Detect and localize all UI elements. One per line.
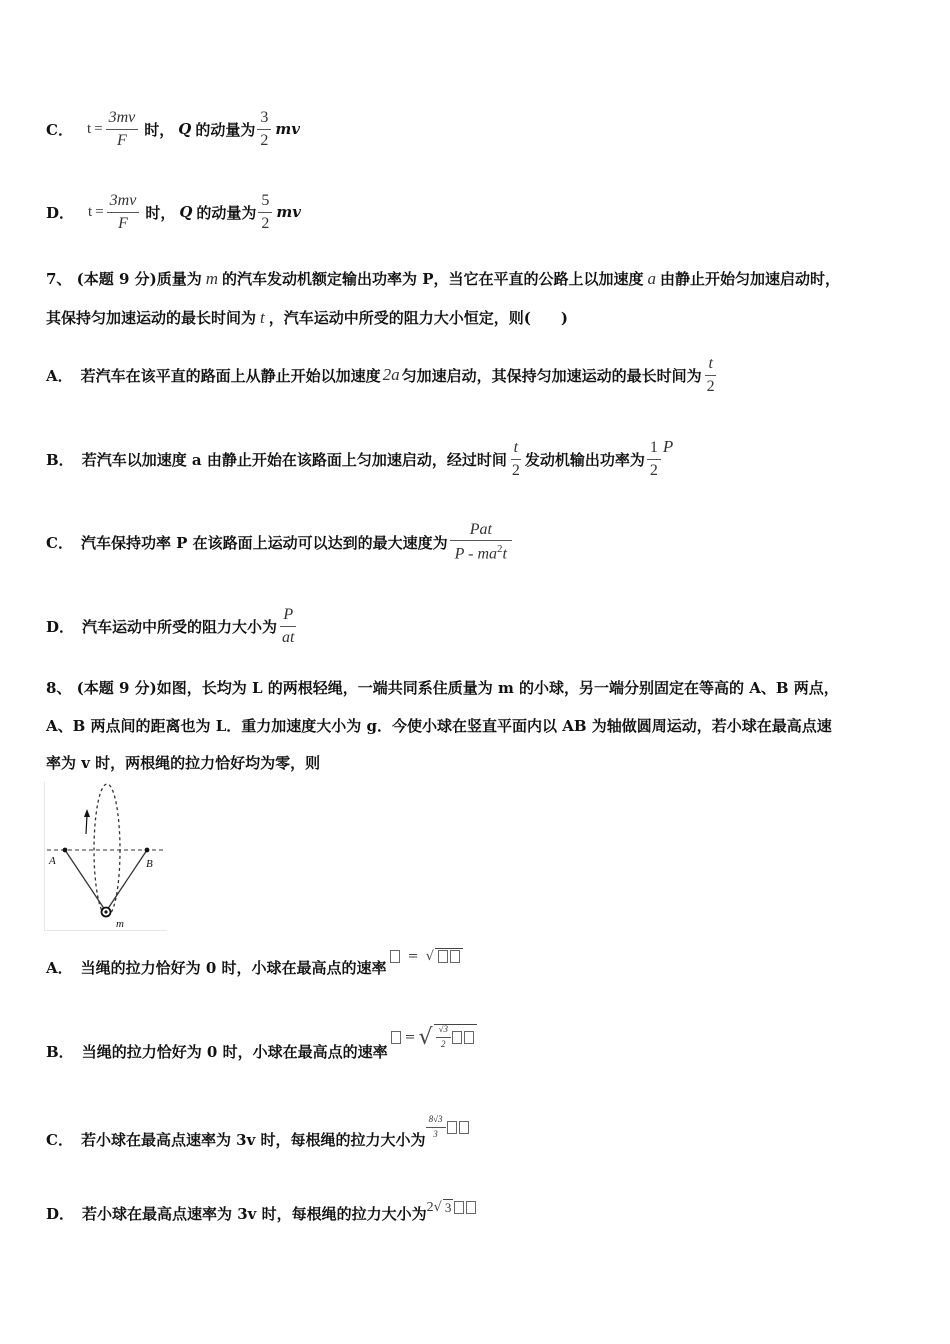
q7-option-c-label: C． — [46, 533, 73, 552]
q6-option-d-ratio-num: 5 — [258, 192, 272, 213]
q8-stem-line3: 率为 v 时，两根绳的拉力恰好均为零，则 — [46, 754, 321, 772]
missing-glyph-icon — [438, 950, 448, 963]
q7-option-b-power-num: 1 — [647, 439, 661, 460]
q7-option-d-den: at — [282, 628, 295, 646]
q8-option-c-frac-den: 3 — [433, 1129, 438, 1140]
sqrt-icon: √ — [433, 1200, 442, 1215]
q7-option-d-num: P — [280, 606, 296, 627]
q7-option-b-time-num: t — [511, 439, 521, 460]
q7-option-a-num: t — [705, 355, 715, 376]
q7-option-c-text: 汽车保持功率 P 在该路面上运动可以达到的最大速度为 — [80, 533, 448, 552]
q6-option-c-label: C． — [46, 120, 73, 139]
q7-option-a-fraction — [704, 355, 718, 395]
q7-option-b-text2: 发动机输出功率为 — [524, 450, 645, 469]
q8-option-b-frac-num: √3 — [436, 1025, 451, 1038]
q7-option-d — [46, 591, 297, 661]
q6-option-c-text: 的动量为 — [195, 120, 256, 139]
q8-option-c-label: C． — [46, 1131, 73, 1149]
q7-stem-line1 — [46, 268, 840, 289]
missing-glyph-icon — [466, 1201, 476, 1214]
missing-glyph-icon — [452, 1031, 462, 1044]
label-m: m — [116, 918, 124, 930]
missing-glyph-icon — [390, 950, 400, 963]
point-a-dot — [63, 848, 68, 853]
q6-option-c-ratio-num: 3 — [257, 109, 271, 130]
rope-a — [65, 850, 105, 910]
q6-option-d-text: 的动量为 — [196, 203, 257, 222]
q7-option-a-text: 若汽车在该平直的路面上从静止开始以加速度 — [80, 366, 381, 385]
q6-option-c-eq: = — [94, 120, 103, 137]
sqrt-body — [435, 948, 463, 964]
q7-option-b — [46, 426, 673, 492]
q6-option-d-suffix: 时， — [145, 203, 176, 222]
q7-option-c-den-b: t — [502, 545, 507, 563]
q7-option-c-den — [452, 541, 510, 563]
q7-stem-part2: 的汽车发动机额定输出功率为 P，当它在平直的公路上以加速度 — [222, 270, 644, 288]
label-b: B — [146, 858, 153, 870]
q6-option-d-num: 3mv — [107, 192, 140, 213]
q7-option-c-num: Pat — [450, 521, 512, 542]
q8-option-c-formula — [426, 1115, 470, 1140]
q7-option-b-text: 若汽车以加速度 a 由静止开始在该路面上匀加速启动，经过时间 — [81, 450, 507, 469]
q6-option-c-t: t — [86, 120, 92, 137]
q8-option-b-frac-den: 2 — [440, 1039, 446, 1050]
q6-option-d-q: Q — [179, 203, 193, 221]
q8-stem-line2: A、B 两点间的距离也为 L．重力加速度大小为 g．今使小球在竖直平面内以 AB 为轴做圆周运动，若小球在最高点速 — [46, 717, 832, 735]
q8-figure-svg — [45, 782, 167, 930]
missing-glyph-icon — [464, 1031, 474, 1044]
q8-option-d-label: D． — [46, 1205, 75, 1223]
q6-option-c — [46, 106, 300, 152]
q8-option-b — [46, 1010, 477, 1062]
q6-option-c-fraction — [106, 109, 139, 149]
q7-option-a-math: 2a — [382, 365, 400, 384]
sqrt-icon: √ — [425, 949, 435, 964]
q7-option-b-power-fraction — [647, 439, 661, 479]
q6-option-c-suffix: 时， — [144, 120, 175, 139]
q7-option-b-time-fraction — [509, 439, 523, 479]
q8-option-a-formula — [389, 948, 463, 964]
q7-time-symbol: t — [260, 308, 265, 327]
direction-arrow-shaft — [86, 815, 87, 834]
q6-option-c-den: F — [117, 131, 127, 149]
q7-option-b-label: B． — [46, 450, 74, 469]
q6-option-c-ratio-den: 2 — [260, 131, 269, 149]
q7-option-c-fraction — [450, 521, 512, 564]
q8-stem-line1: 8、 (本题 9 分)如图，长均为 L 的两根轻绳，一端共同系住质量为 m 的小球，另一端分别固定在等高的 A、B 两点， — [46, 679, 839, 697]
q7-option-c — [46, 507, 512, 577]
q6-option-d-ratio-den: 2 — [261, 214, 270, 232]
q7-mass-symbol: m — [205, 269, 219, 288]
sqrt-icon: √ — [418, 1024, 433, 1050]
equals-icon: = — [407, 949, 419, 964]
missing-glyph-icon — [447, 1121, 457, 1134]
point-b-dot — [145, 848, 150, 853]
q8-option-b-fraction — [436, 1025, 451, 1050]
q7-option-a-label: A． — [46, 366, 73, 385]
q7-option-a-den: 2 — [706, 377, 715, 395]
q6-option-d — [46, 189, 301, 235]
q6-option-c-tail: mv — [275, 120, 300, 138]
q8-option-a-label: A． — [46, 959, 73, 977]
q8-option-b-label: B． — [46, 1043, 74, 1061]
q6-option-d-tail: mv — [276, 203, 302, 221]
q8-option-b-text: 当绳的拉力恰好为 0 时，小球在最高点的速率 — [81, 1043, 388, 1061]
q7-stem-line2 — [46, 307, 568, 328]
q7-option-d-text: 汽车运动中所受的阻力大小为 — [82, 617, 278, 636]
missing-glyph-icon — [391, 1031, 401, 1044]
q7-option-a — [46, 342, 718, 408]
q6-option-d-t: t — [88, 203, 93, 220]
q8-figure — [44, 782, 167, 931]
q6-option-c-num: 3mv — [106, 109, 139, 130]
q8-option-a-text: 当绳的拉力恰好为 0 时，小球在最高点的速率 — [80, 959, 387, 977]
q8-option-b-formula — [390, 1024, 477, 1050]
q8-option-d — [46, 1192, 477, 1224]
q6-option-c-q: Q — [178, 120, 192, 138]
q8-option-d-radicand: 3 — [444, 1200, 452, 1215]
q8-option-c-frac-num: 8√3 — [426, 1115, 446, 1128]
q6-option-c-ratio — [257, 109, 271, 149]
q6-option-d-eq: = — [95, 203, 104, 220]
q7-option-c-den-a: P - ma — [454, 545, 497, 563]
q7-accel-symbol: a — [647, 269, 657, 288]
q6-option-d-label: D． — [46, 203, 75, 222]
sqrt-body — [434, 1024, 477, 1050]
q7-option-b-time-den: 2 — [511, 461, 520, 479]
rope-b — [107, 850, 147, 910]
missing-glyph-icon — [450, 950, 460, 963]
q8-option-a — [46, 942, 463, 978]
q6-option-d-den: F — [118, 214, 128, 232]
direction-arrow-icon — [84, 809, 90, 817]
q7-stem-part5: ，汽车运动中所受的阻力大小恒定，则( ) — [268, 309, 568, 327]
q7-option-c-den-sup: 2 — [497, 543, 503, 556]
q8-option-c — [46, 1104, 470, 1150]
q7-option-b-power-den: 2 — [649, 461, 658, 479]
q7-stem-part4: 其保持匀加速运动的最长时间为 — [46, 309, 257, 327]
q7-option-d-label: D． — [46, 617, 75, 636]
q7-option-a-text2: 匀加速启动，其保持匀加速运动的最长时间为 — [401, 366, 702, 385]
q8-option-d-formula — [427, 1199, 478, 1216]
missing-glyph-icon — [454, 1201, 464, 1214]
q7-option-b-power-symbol: P — [662, 437, 674, 456]
q8-option-c-text: 若小球在最高点速率为 3v 时，每根绳的拉力大小为 — [80, 1131, 426, 1149]
q6-option-d-fraction — [107, 192, 140, 232]
q6-option-d-ratio — [258, 192, 272, 232]
missing-glyph-icon — [459, 1121, 469, 1134]
q8-option-d-coef: 2 — [426, 1199, 434, 1215]
q8-option-c-fraction — [426, 1115, 446, 1140]
q7-stem-part3: 由静止开始匀加速启动时， — [660, 270, 841, 288]
equals-icon: = — [404, 1029, 416, 1045]
q7-option-d-fraction — [279, 606, 297, 646]
ball-center — [104, 910, 107, 913]
q7-stem-part1: 7、 (本题 9 分)质量为 — [46, 270, 202, 288]
label-a: A — [49, 855, 56, 867]
q8-option-d-text: 若小球在最高点速率为 3v 时，每根绳的拉力大小为 — [82, 1205, 427, 1223]
